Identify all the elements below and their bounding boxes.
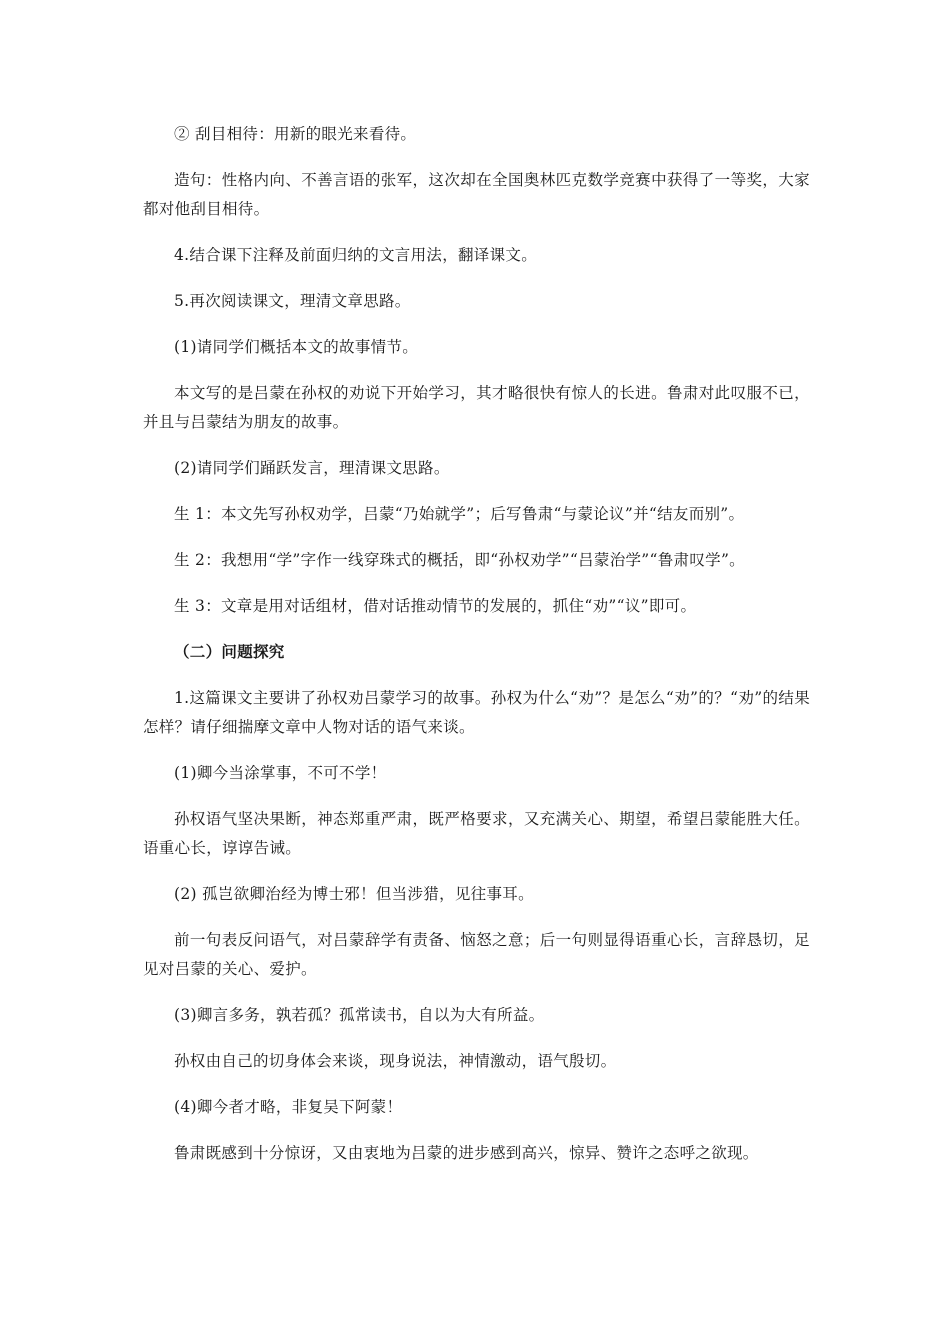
paragraph-example-sentence: 造句：性格内向、不善言语的张军，这次却在全国奥林匹克数学竞赛中获得了一等奖，大家都对他刮目相待。	[143, 171, 810, 218]
paragraph-analysis-4: 鲁肃既感到十分惊讶，又由衷地为吕蒙的进步感到高兴，惊异、赞许之态呼之欲现。	[174, 1144, 759, 1162]
paragraph-student-1: 生 1：本文先写孙权劝学，吕蒙“乃始就学”；后写鲁肃“与蒙论议”并“结友而别”。	[174, 505, 745, 523]
paragraph-question-1: (1)请同学们概括本文的故事情节。	[174, 338, 419, 356]
paragraph-analysis-1: 孙权语气坚决果断，神态郑重严肃，既严格要求，又充满关心、期望，希望吕蒙能胜大任。语重心长，谆谆告诫。	[143, 810, 810, 857]
paragraph-quote-1: (1)卿今当涂掌事，不可不学！	[174, 764, 387, 782]
paragraph-quote-4: (4)卿今者才略，非复吴下阿蒙！	[174, 1098, 403, 1116]
paragraph-analysis-2: 前一句表反问语气，对吕蒙辞学有责备、恼怒之意；后一句则显得语重心长，言辞恳切，足见对吕蒙的关心、爱护。	[143, 931, 810, 978]
paragraph-quote-3: (3)卿言多务，孰若孤？孤常读书，自以为大有所益。	[174, 1006, 545, 1024]
paragraph-question-2: (2)请同学们踊跃发言，理清课文思路。	[174, 459, 450, 477]
paragraph-step-5: 5.再次阅读课文，理清文章思路。	[174, 292, 411, 310]
paragraph-student-3: 生 3：文章是用对话组材，借对话推动情节的发展的，抓住“劝”“议”即可。	[174, 597, 697, 615]
paragraph-quote-2: (2) 孤岂欲卿治经为博士邪！但当涉猎，见往事耳。	[174, 885, 534, 903]
paragraph-analysis-3: 孙权由自己的切身体会来谈，现身说法，神情激动，语气殷切。	[174, 1052, 617, 1070]
paragraph-student-2: 生 2：我想用“学”字作一线穿珠式的概括，即“孙权劝学”“吕蒙治学”“鲁肃叹学”。	[174, 551, 745, 569]
paragraph-definition: ② 刮目相待：用新的眼光来看待。	[174, 125, 417, 143]
section-heading: （二）问题探究	[174, 643, 285, 661]
paragraph-answer-1: 本文写的是吕蒙在孙权的劝说下开始学习，其才略很快有惊人的长进。鲁肃对此叹服不已，并且与吕蒙结为朋友的故事。	[143, 384, 810, 431]
paragraph-inquiry-1: 1.这篇课文主要讲了孙权劝吕蒙学习的故事。孙权为什么“劝”？是怎么“劝”的？“劝”的结果怎样？请仔细揣摩文章中人物对话的语气来谈。	[143, 689, 810, 736]
document-body	[143, 120, 810, 1185]
paragraph-step-4: 4.结合课下注释及前面归纳的文言用法，翻译课文。	[174, 246, 537, 264]
